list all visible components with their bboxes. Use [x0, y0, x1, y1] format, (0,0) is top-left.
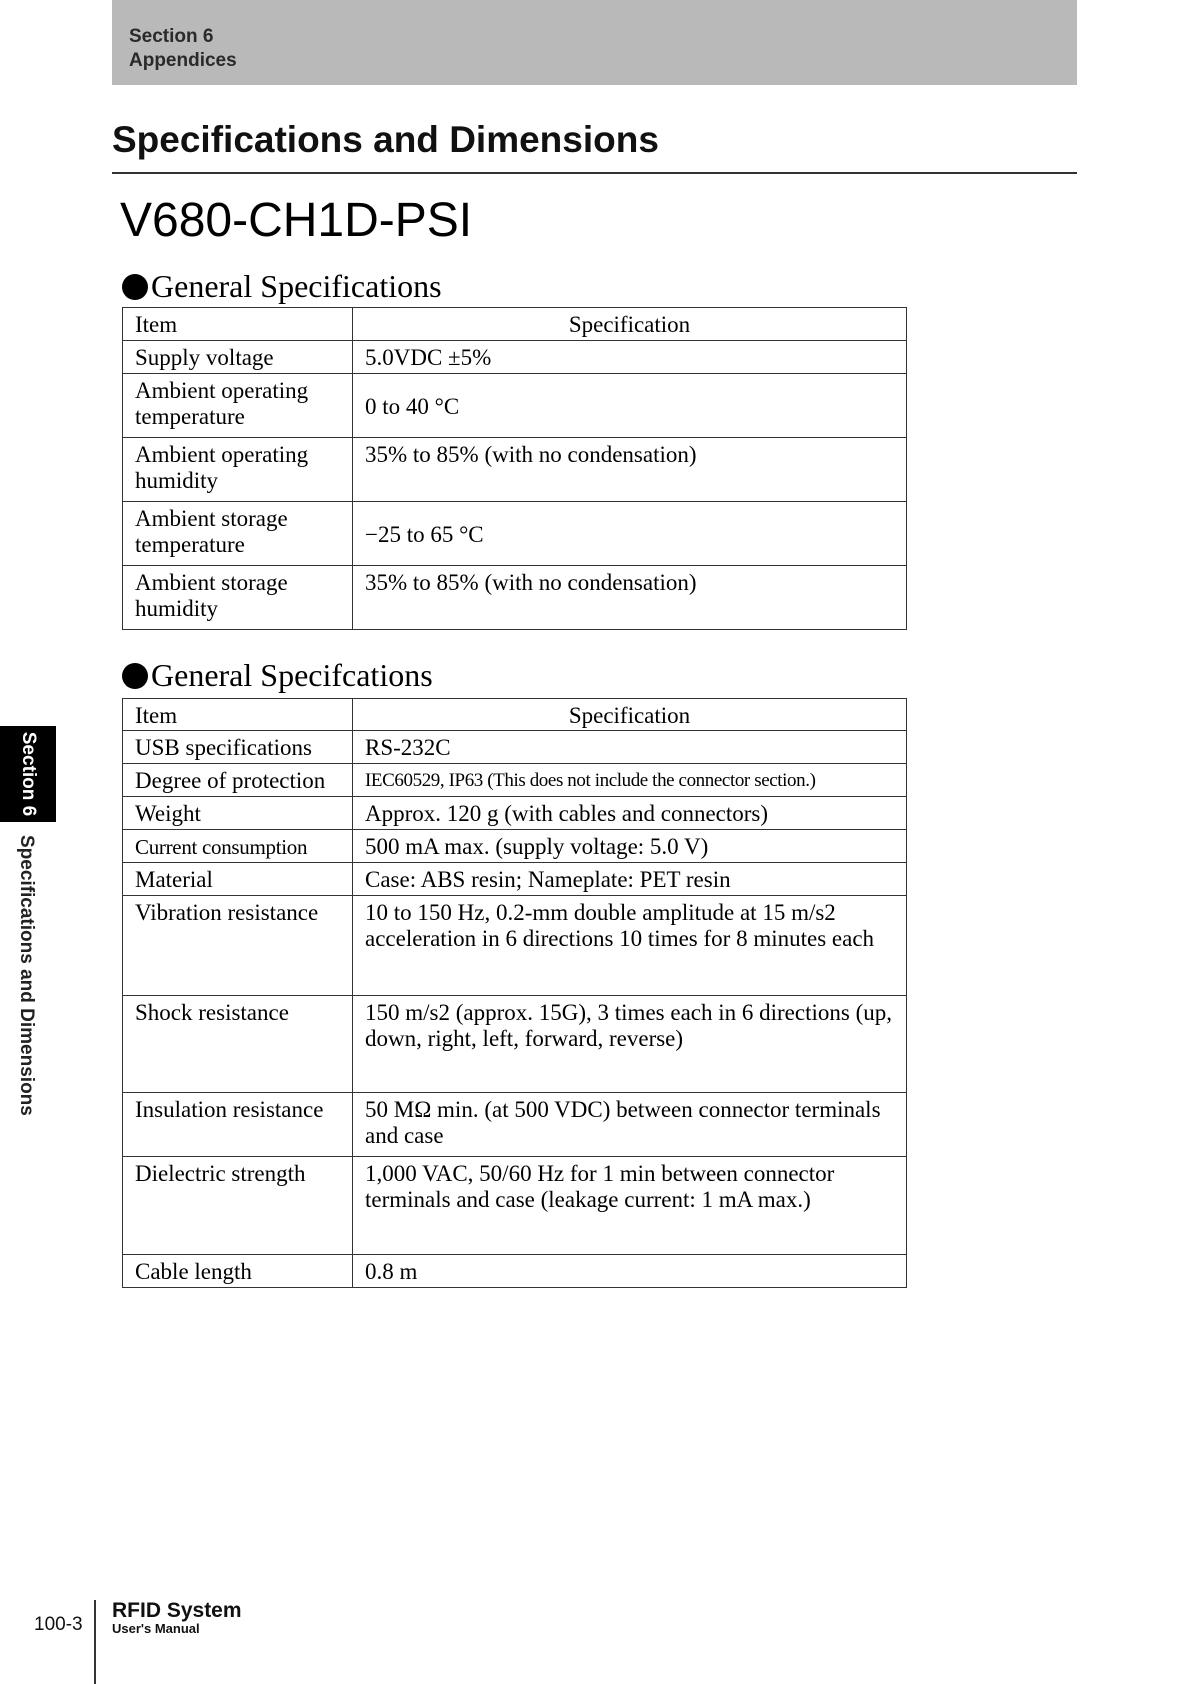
- page-number: 100-3: [34, 1614, 83, 1635]
- general-specs-heading-text: General Specifications: [151, 268, 442, 304]
- row-value: 0 to 40 °C: [353, 374, 907, 438]
- row-value: 150 m/s2 (approx. 15G), 3 times each in 6 directions (up, down, right, left, forward, reverse): [353, 996, 907, 1093]
- footer-subtitle: User's Manual: [112, 1621, 200, 1636]
- row-value: 500 mA max. (supply voltage: 5.0 V): [353, 830, 907, 863]
- table-row: [123, 830, 907, 863]
- general-specs-2-heading-text: General Specifcations: [151, 657, 433, 693]
- row-value: 5.0VDC ±5%: [353, 341, 907, 374]
- section-side-tab: [0, 726, 56, 822]
- row-item: Insulation resistance: [123, 1093, 353, 1157]
- row-value: 1,000 VAC, 50/60 Hz for 1 min between connector terminals and case (leakage current: 1 mA max.): [353, 1157, 907, 1255]
- footer-brand: RFID System: [112, 1599, 242, 1622]
- row-item: Ambient operating temperature: [123, 374, 353, 438]
- table-row: [123, 374, 907, 438]
- row-value: 35% to 85% (with no condensation): [353, 438, 907, 502]
- table-row: [123, 1093, 907, 1157]
- side-tab-label: Section 6: [18, 731, 39, 817]
- section-header-band: [112, 0, 1077, 85]
- row-item: Weight: [123, 797, 353, 830]
- row-item: Dielectric strength: [123, 1157, 353, 1255]
- page-title: Specifications and Dimensions: [112, 119, 659, 160]
- side-section-label: Specifications and Dimensions: [16, 835, 37, 1116]
- general-specs-2-table: [122, 698, 907, 1288]
- table-row: [123, 996, 907, 1093]
- table-row: [123, 731, 907, 764]
- table-row: [123, 797, 907, 830]
- table-row: [123, 896, 907, 996]
- table-row: [123, 764, 907, 797]
- general-specs-table: [122, 307, 907, 630]
- row-value: IEC60529, IP63 (This does not include the connector section.): [353, 764, 907, 797]
- bullet-icon: [122, 663, 148, 689]
- row-value: Case: ABS resin; Nameplate: PET resin: [353, 863, 907, 896]
- bullet-icon: [122, 274, 148, 300]
- row-item: Ambient operating humidity: [123, 438, 353, 502]
- row-value: RS-232C: [353, 731, 907, 764]
- row-value: Approx. 120 g (with cables and connectors): [353, 797, 907, 830]
- row-item: Degree of protection: [123, 764, 353, 797]
- table-row: [123, 438, 907, 502]
- row-value: 35% to 85% (with no condensation): [353, 566, 907, 630]
- table-row: [123, 502, 907, 566]
- row-item: Material: [123, 863, 353, 896]
- table-row: [123, 1157, 907, 1255]
- row-item: Supply voltage: [123, 341, 353, 374]
- title-divider: [112, 172, 1077, 174]
- row-item: Ambient storage humidity: [123, 566, 353, 630]
- row-item: Cable length: [123, 1255, 353, 1288]
- header-chapter: Appendices: [129, 50, 237, 71]
- row-value: −25 to 65 °C: [353, 502, 907, 566]
- row-item: Current consumption: [123, 830, 353, 863]
- row-item: Shock resistance: [123, 996, 353, 1093]
- column-header-item: Item: [123, 699, 353, 731]
- column-header-specification: Specification: [353, 699, 907, 731]
- table-row: [123, 566, 907, 630]
- table-header-row: [123, 699, 907, 731]
- row-item: Vibration resistance: [123, 896, 353, 996]
- row-item: Ambient storage temperature: [123, 502, 353, 566]
- row-value: 0.8 m: [353, 1255, 907, 1288]
- general-specs-heading: [122, 268, 442, 305]
- column-header-specification: Specification: [353, 308, 907, 341]
- column-header-item: Item: [123, 308, 353, 341]
- table-header-row: [123, 308, 907, 341]
- footer-divider: [94, 1600, 96, 1684]
- table-row: [123, 1255, 907, 1288]
- row-item: USB specifications: [123, 731, 353, 764]
- table-row: [123, 341, 907, 374]
- general-specs-2-heading: [122, 657, 433, 694]
- header-section: Section 6: [129, 26, 214, 47]
- row-value: 10 to 150 Hz, 0.2-mm double amplitude at 15 m/s2 acceleration in 6 directions 10 times for 8 minutes each: [353, 896, 907, 996]
- model-title: V680-CH1D-PSI: [120, 194, 473, 247]
- table-row: [123, 863, 907, 896]
- row-value: 50 MΩ min. (at 500 VDC) between connector terminals and case: [353, 1093, 907, 1157]
